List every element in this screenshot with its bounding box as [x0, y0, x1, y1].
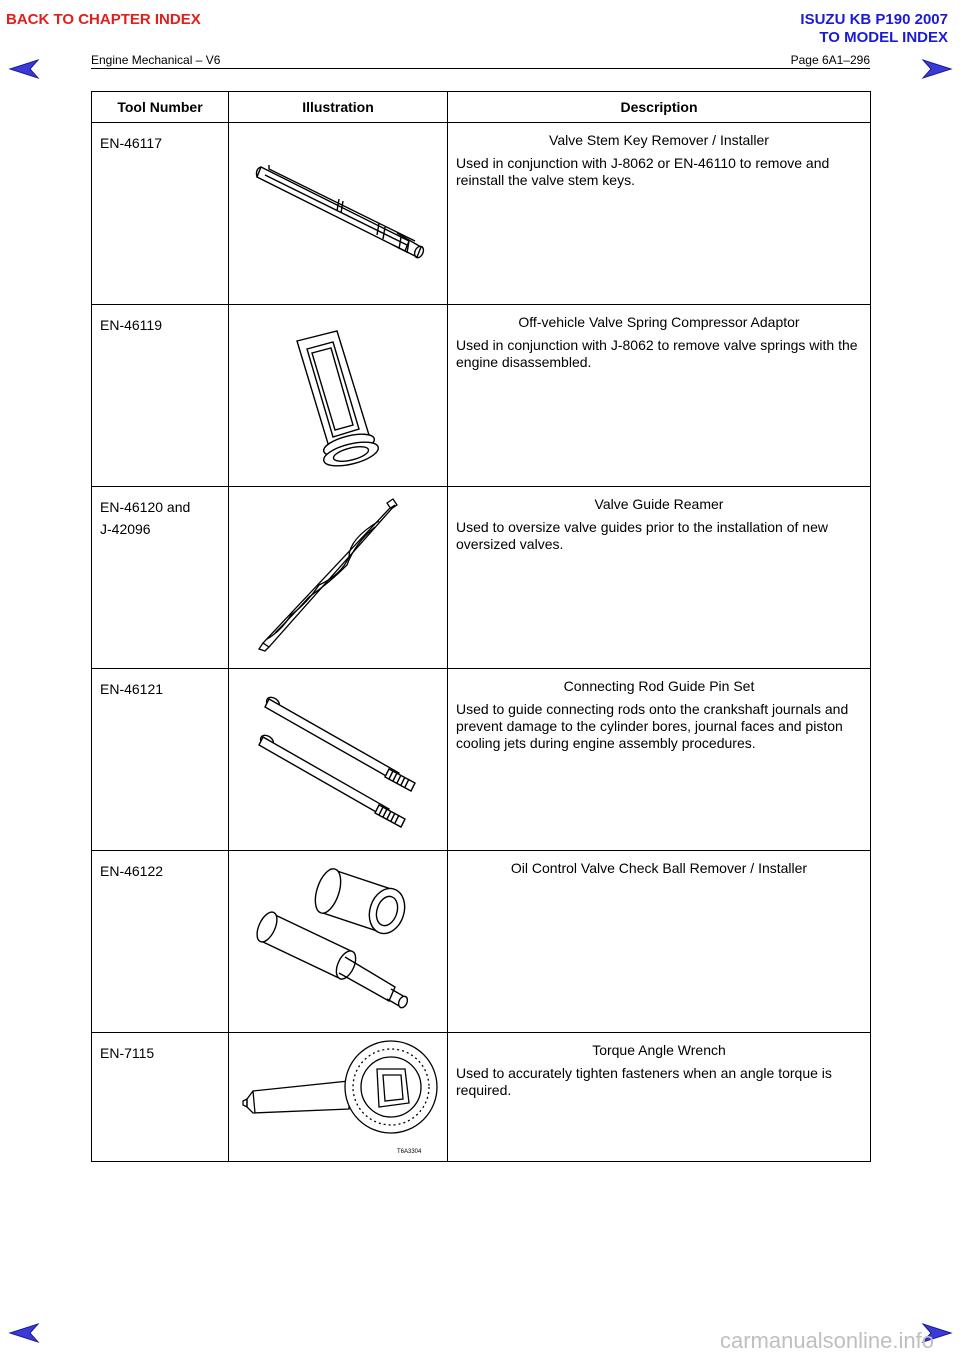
- tool-number-cell: [92, 123, 229, 305]
- description-cell: [448, 123, 871, 305]
- description-cell: [448, 1033, 871, 1162]
- tool-number: EN-46120 and: [100, 499, 191, 515]
- guide-pin-set-illustration: [229, 669, 448, 849]
- illustration-cell: [229, 305, 448, 487]
- description-cell: [448, 669, 871, 851]
- tools-table: [91, 91, 871, 1162]
- description-cell: [448, 851, 871, 1033]
- tool-title: Torque Angle Wrench: [592, 1042, 726, 1058]
- table-row: [92, 123, 871, 305]
- back-to-chapter-index-link[interactable]: BACK TO CHAPTER INDEX: [6, 11, 201, 28]
- figure-code: T6A3304: [397, 1149, 422, 1155]
- to-model-index-link[interactable]: TO MODEL INDEX: [819, 29, 948, 46]
- illustration-cell: [229, 123, 448, 305]
- header-rule: [91, 68, 870, 69]
- illustration-cell: [229, 487, 448, 669]
- illustration-cell: [229, 669, 448, 851]
- tool-description: Used in conjunction with J-8062 to remove valve springs with the engine disassembled.: [456, 337, 858, 370]
- tool-description: Used in conjunction with J-8062 or EN-46110 to remove and reinstall the valve stem keys.: [456, 155, 830, 188]
- header-description: Description: [448, 92, 871, 123]
- right-arrow-icon[interactable]: [921, 58, 953, 80]
- tool-number: EN-46117: [100, 135, 163, 151]
- illustration-cell: [229, 1033, 448, 1162]
- left-arrow-icon[interactable]: [8, 58, 40, 80]
- valve-guide-reamer-illustration: [229, 487, 448, 667]
- tool-number: EN-46119: [100, 317, 163, 333]
- table-header-row: [92, 92, 871, 123]
- tool-title: Connecting Rod Guide Pin Set: [563, 678, 755, 694]
- spring-compressor-adaptor-illustration: [229, 305, 448, 485]
- tool-number: EN-46121: [100, 681, 164, 697]
- tool-title: Valve Stem Key Remover / Installer: [549, 132, 769, 148]
- brand-title: ISUZU KB P190 2007: [800, 11, 948, 28]
- tool-description: Used to oversize valve guides prior to the installation of new oversized valves.: [456, 519, 828, 552]
- tool-number-cell: [92, 305, 229, 487]
- model-index-block[interactable]: [800, 11, 948, 47]
- page-number: Page 6A1–296: [790, 53, 870, 67]
- watermark: carmanualsonline.info: [719, 1328, 934, 1353]
- torque-angle-wrench-illustration: [229, 1033, 448, 1160]
- tool-description: Used to guide connecting rods onto the crankshaft journals and prevent damage to the cylinder bores, journal faces and piston cooling jets during engine assembly procedures.: [456, 701, 849, 751]
- tool-number-cell: [92, 851, 229, 1033]
- description-cell: [448, 305, 871, 487]
- tool-number-alt: J-42096: [100, 521, 151, 537]
- table-row: [92, 1033, 871, 1162]
- tool-number-cell: [92, 487, 229, 669]
- table-row: [92, 669, 871, 851]
- tool-title: Valve Guide Reamer: [594, 496, 724, 512]
- description-cell: [448, 487, 871, 669]
- left-arrow-icon[interactable]: [8, 1322, 40, 1344]
- tool-title: Oil Control Valve Check Ball Remover / Installer: [510, 860, 808, 876]
- header-tool-number: Tool Number: [92, 92, 229, 123]
- tool-number: EN-7115: [100, 1045, 155, 1061]
- table-row: [92, 487, 871, 669]
- table-row: [92, 305, 871, 487]
- tool-number-cell: [92, 1033, 229, 1162]
- table-row: [92, 851, 871, 1033]
- valve-stem-key-tool-illustration: [229, 123, 448, 303]
- illustration-cell: [229, 851, 448, 1033]
- section-title: Engine Mechanical – V6: [91, 53, 221, 67]
- check-ball-tool-illustration: [229, 851, 448, 1031]
- tool-number: EN-46122: [100, 863, 164, 879]
- tool-number-cell: [92, 669, 229, 851]
- tool-title: Off-vehicle Valve Spring Compressor Adaptor: [518, 314, 800, 330]
- tool-description: Used to accurately tighten fasteners when an angle torque is required.: [456, 1065, 832, 1098]
- header-illustration: Illustration: [229, 92, 448, 123]
